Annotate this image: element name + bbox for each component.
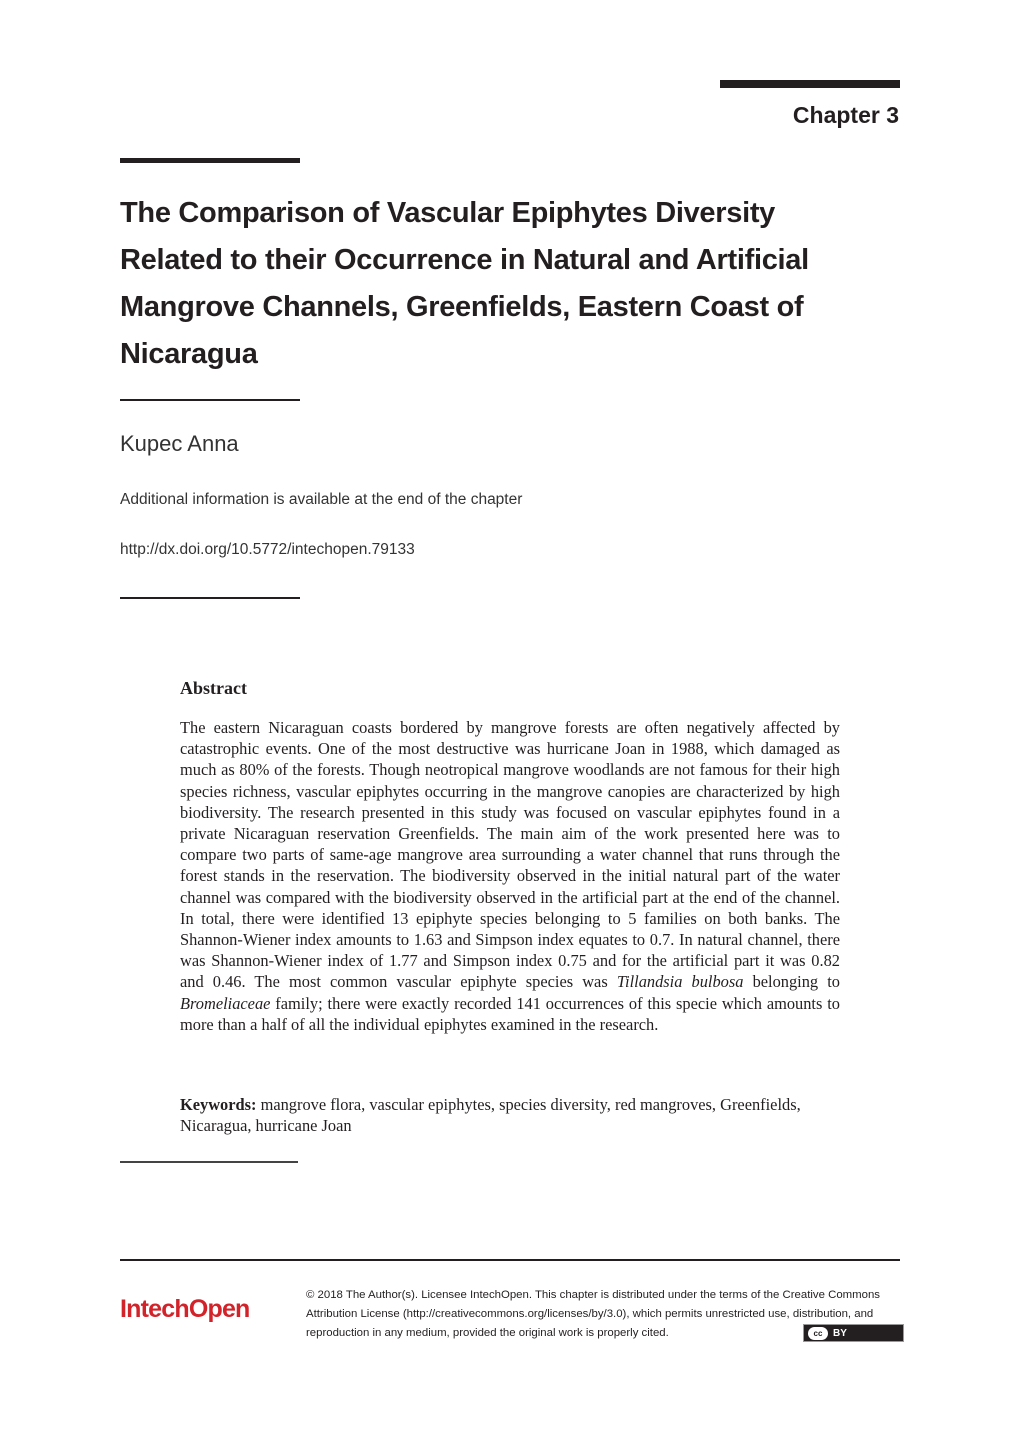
title-rule-top (120, 158, 300, 163)
chapter-rule (720, 80, 900, 88)
abstract-text: family; there were exactly recorded 141 occurrences of this specie which amounts to more than a half of all the individual epiphytes examined in the research. (180, 993, 840, 1034)
chapter-label: Chapter 3 (792, 102, 899, 128)
abstract-text: belonging to (743, 972, 840, 992)
doi-link[interactable]: http://dx.doi.org/10.5772/intechopen.79133 (120, 541, 415, 558)
keywords-rule (120, 1161, 298, 1163)
species-name: Tillandsia bulbosa (616, 972, 744, 992)
title-line: Mangrove Channels, Greenfields, Eastern Coast of (120, 291, 804, 323)
attribution-label: BY (833, 1327, 847, 1339)
keywords-label: Keywords: (180, 1095, 257, 1114)
title-line: The Comparison of Vascular Epiphytes Diversity (120, 197, 776, 229)
cc-by-badge[interactable] (803, 1324, 904, 1342)
abstract-text: The eastern Nicaraguan coasts bordered by mangrove forests are often negatively affected by catastrophic events. One of the most destructive was hurricane Joan in 1988, which damaged as much as 80% of the forests. Though neotropical mangrove woodlands are not famous for their high species richness, vascular epiphytes occurring in the mangrove canopies are characterized by high biodiversity. The research presented in this study was focused on vascular epiphytes found in a private Nicaraguan reservation Greenfields. The main aim of the work presented here was to compare two parts of same-age mangrove area surrounding a water channel that runs through the forest stands in the reservation. The biodiversity observed in the initial natural part of the water channel was compared with the biodiversity observed in the artificial part at the end of the channel. In total, there were identified 13 epiphyte species belonging to 5 families on both banks. The Shannon-Wiener index amounts to 1.63 and Simpson index equates to 0.7. In natural channel, there was Shannon-Wiener index of 1.77 and Simpson index 0.75 and for the artificial part it was 0.82 and 0.46. The most common vascular epiphyte species was (180, 718, 840, 992)
author-name: Kupec Anna (120, 431, 239, 456)
creative-commons-icon: cc (808, 1327, 828, 1340)
keywords-text: mangrove flora, vascular epiphytes, species diversity, red mangroves, Greenfields, Nicaragua, hurricane Joan (180, 1095, 801, 1136)
keywords (180, 1094, 840, 1136)
additional-info: Additional information is available at the end of the chapter (120, 491, 523, 508)
doi-rule (120, 597, 300, 599)
title-line: Related to their Occurrence in Natural and Artificial (120, 244, 809, 276)
title-rule-bottom (120, 399, 300, 401)
abstract-body (180, 717, 840, 1035)
license-text: © 2018 The Author(s). Licensee IntechOpen. This chapter is distributed under the terms of the Creative Commons Attribution License (http://creativecommons.org/licenses/by/3.0), which permits unrestricted use, distribution, and reproduction in any medium, provided the original work is properly cited. (306, 1289, 881, 1339)
footer-rule (120, 1259, 900, 1261)
family-name: Bromeliaceae (180, 993, 271, 1013)
title-line: Nicaragua (120, 338, 258, 370)
chapter-title (120, 190, 900, 378)
abstract-heading: Abstract (180, 678, 247, 698)
intechopen-logo: IntechOpen (120, 1295, 250, 1323)
